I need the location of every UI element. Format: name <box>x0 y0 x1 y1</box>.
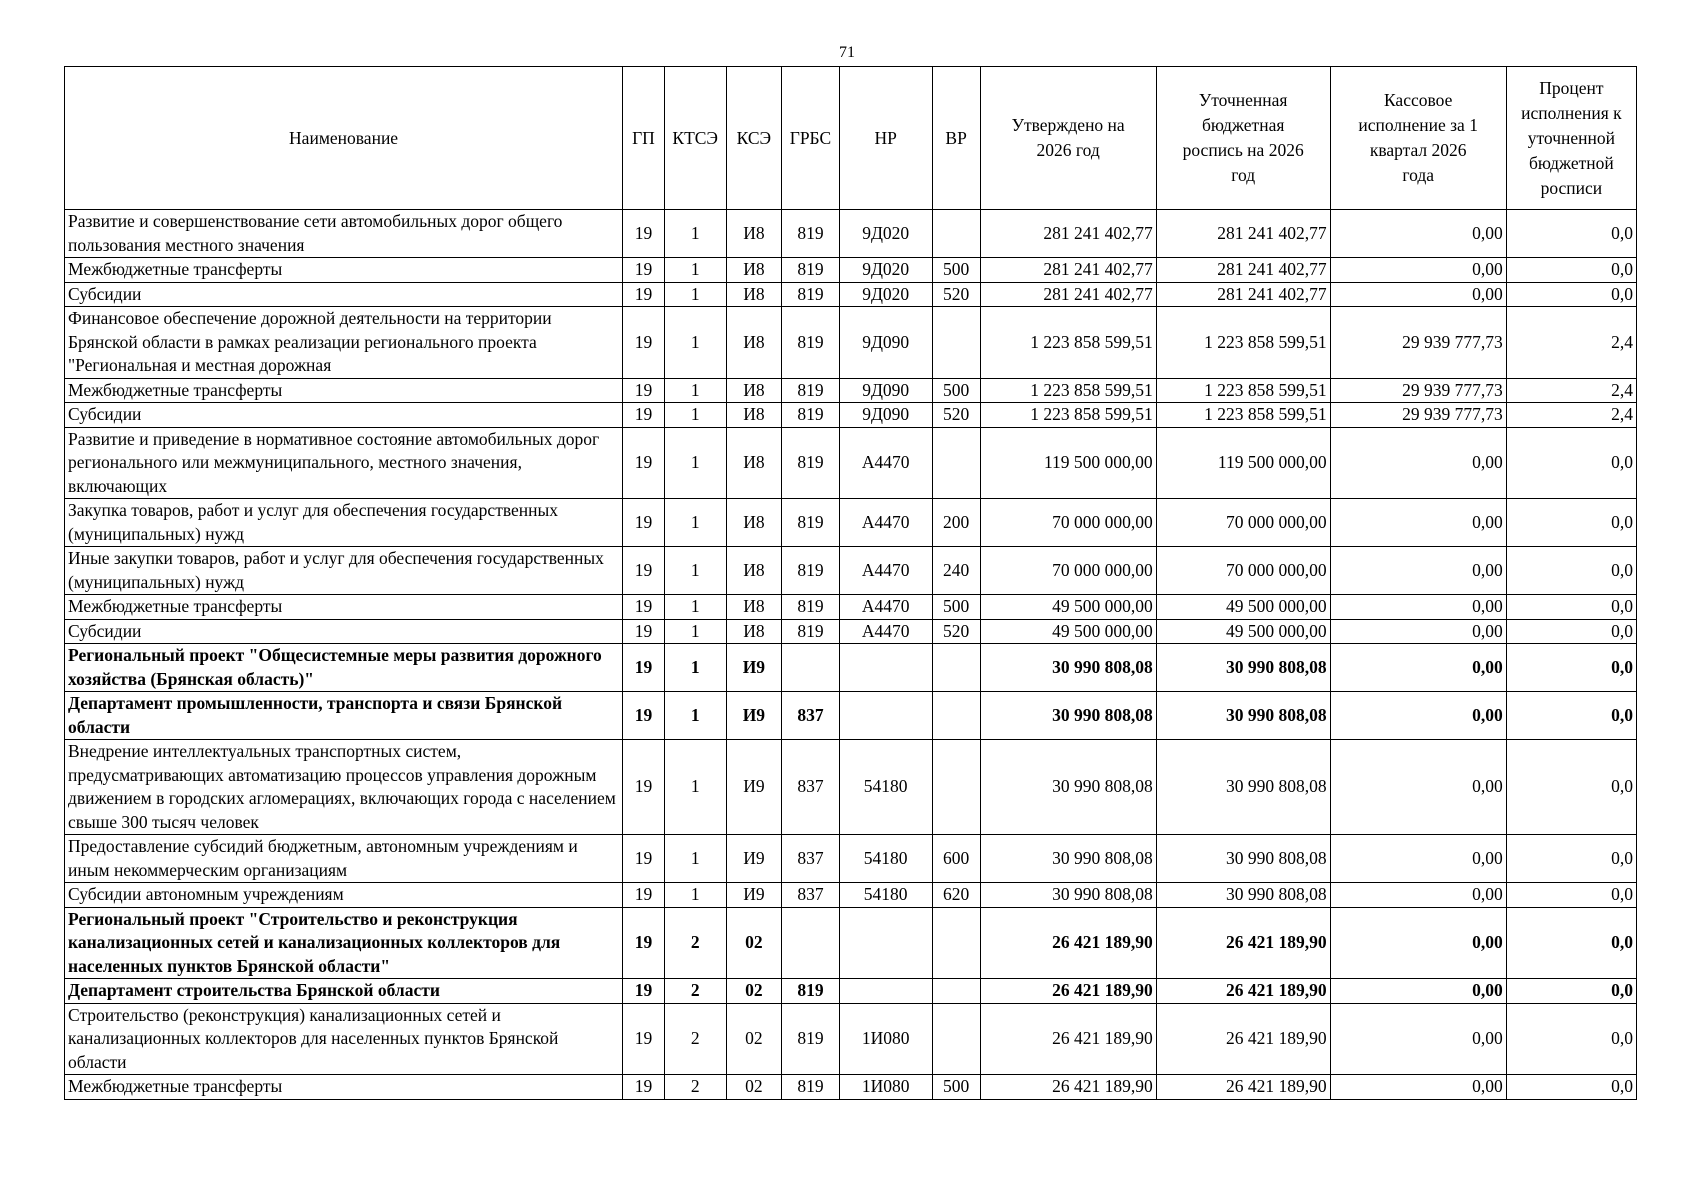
cell-approved: 26 421 189,90 <box>980 1075 1156 1100</box>
cell-nr <box>839 692 932 740</box>
cell-ktse: 1 <box>664 403 726 428</box>
cell-name: Межбюджетные трансферты <box>65 378 623 403</box>
header-grbs: ГРБС <box>782 67 840 210</box>
cell-nr: 54180 <box>839 883 932 908</box>
cell-vr: 500 <box>932 258 980 283</box>
cell-grbs: 837 <box>782 740 840 835</box>
cell-gp: 19 <box>623 210 665 258</box>
cell-approved: 1 223 858 599,51 <box>980 403 1156 428</box>
cell-percent: 0,0 <box>1506 1003 1636 1075</box>
cell-name: Субсидии автономным учреждениям <box>65 883 623 908</box>
cell-cash: 0,00 <box>1330 547 1506 595</box>
table-row <box>65 258 1637 283</box>
cell-refined: 119 500 000,00 <box>1156 427 1330 499</box>
cell-vr: 240 <box>932 547 980 595</box>
cell-approved: 119 500 000,00 <box>980 427 1156 499</box>
cell-vr <box>932 644 980 692</box>
cell-approved: 30 990 808,08 <box>980 883 1156 908</box>
cell-approved: 70 000 000,00 <box>980 547 1156 595</box>
cell-approved: 281 241 402,77 <box>980 210 1156 258</box>
header-ktse: КТСЭ <box>664 67 726 210</box>
page-number: 71 <box>839 44 855 61</box>
table-header-row <box>65 67 1637 210</box>
cell-kse: И8 <box>726 499 781 547</box>
cell-cash: 0,00 <box>1330 258 1506 283</box>
cell-grbs: 819 <box>782 499 840 547</box>
cell-percent: 0,0 <box>1506 595 1636 620</box>
cell-approved: 70 000 000,00 <box>980 499 1156 547</box>
cell-kse: И8 <box>726 282 781 307</box>
cell-cash: 0,00 <box>1330 1075 1506 1100</box>
cell-gp: 19 <box>623 547 665 595</box>
cell-cash: 29 939 777,73 <box>1330 378 1506 403</box>
cell-grbs: 819 <box>782 403 840 428</box>
cell-approved: 1 223 858 599,51 <box>980 378 1156 403</box>
cell-vr: 500 <box>932 595 980 620</box>
cell-vr <box>932 307 980 379</box>
table-row <box>65 210 1637 258</box>
cell-gp: 19 <box>623 307 665 379</box>
cell-ktse: 1 <box>664 619 726 644</box>
cell-refined: 30 990 808,08 <box>1156 692 1330 740</box>
cell-ktse: 1 <box>664 835 726 883</box>
cell-percent: 2,4 <box>1506 307 1636 379</box>
cell-cash: 0,00 <box>1330 907 1506 979</box>
cell-gp: 19 <box>623 378 665 403</box>
table-row <box>65 595 1637 620</box>
cell-kse: И8 <box>726 619 781 644</box>
cell-kse: И9 <box>726 692 781 740</box>
cell-cash: 0,00 <box>1330 282 1506 307</box>
cell-nr: А4470 <box>839 547 932 595</box>
cell-percent: 0,0 <box>1506 644 1636 692</box>
cell-approved: 30 990 808,08 <box>980 692 1156 740</box>
table-row <box>65 835 1637 883</box>
cell-gp: 19 <box>623 1075 665 1100</box>
table-row <box>65 692 1637 740</box>
cell-nr: 1И080 <box>839 1003 932 1075</box>
cell-cash: 0,00 <box>1330 1003 1506 1075</box>
cell-grbs <box>782 644 840 692</box>
cell-approved: 26 421 189,90 <box>980 1003 1156 1075</box>
table-row <box>65 378 1637 403</box>
cell-grbs: 819 <box>782 307 840 379</box>
cell-nr: 54180 <box>839 740 932 835</box>
cell-ktse: 1 <box>664 258 726 283</box>
cell-cash: 0,00 <box>1330 619 1506 644</box>
cell-vr <box>932 692 980 740</box>
cell-nr: 9Д090 <box>839 307 932 379</box>
cell-grbs: 819 <box>782 595 840 620</box>
cell-vr: 620 <box>932 883 980 908</box>
cell-vr <box>932 740 980 835</box>
cell-grbs: 819 <box>782 258 840 283</box>
cell-ktse: 1 <box>664 595 726 620</box>
cell-grbs: 819 <box>782 1075 840 1100</box>
cell-gp: 19 <box>623 740 665 835</box>
table-row <box>65 282 1637 307</box>
cell-percent: 0,0 <box>1506 692 1636 740</box>
header-vr: ВР <box>932 67 980 210</box>
header-refined: Уточненная бюджетная роспись на 2026 год <box>1156 67 1330 210</box>
cell-grbs: 819 <box>782 427 840 499</box>
cell-gp: 19 <box>623 644 665 692</box>
cell-percent: 0,0 <box>1506 210 1636 258</box>
cell-name: Субсидии <box>65 282 623 307</box>
cell-cash: 0,00 <box>1330 740 1506 835</box>
cell-gp: 19 <box>623 282 665 307</box>
cell-nr: А4470 <box>839 427 932 499</box>
cell-refined: 1 223 858 599,51 <box>1156 403 1330 428</box>
cell-cash: 0,00 <box>1330 644 1506 692</box>
cell-approved: 281 241 402,77 <box>980 282 1156 307</box>
cell-ktse: 1 <box>664 692 726 740</box>
cell-ktse: 1 <box>664 427 726 499</box>
cell-percent: 0,0 <box>1506 547 1636 595</box>
cell-kse: И9 <box>726 883 781 908</box>
header-cash: Кассовое исполнение за 1 квартал 2026 года <box>1330 67 1506 210</box>
cell-kse: И8 <box>726 547 781 595</box>
cell-refined: 49 500 000,00 <box>1156 619 1330 644</box>
cell-gp: 19 <box>623 1003 665 1075</box>
cell-gp: 19 <box>623 835 665 883</box>
cell-percent: 0,0 <box>1506 907 1636 979</box>
table-row <box>65 499 1637 547</box>
cell-approved: 30 990 808,08 <box>980 644 1156 692</box>
cell-cash: 0,00 <box>1330 692 1506 740</box>
cell-nr: 1И080 <box>839 1075 932 1100</box>
cell-approved: 1 223 858 599,51 <box>980 307 1156 379</box>
table-row <box>65 427 1637 499</box>
cell-ktse: 2 <box>664 907 726 979</box>
cell-refined: 70 000 000,00 <box>1156 499 1330 547</box>
cell-percent: 0,0 <box>1506 835 1636 883</box>
table-body <box>65 210 1637 1100</box>
table-row <box>65 403 1637 428</box>
cell-name: Межбюджетные трансферты <box>65 258 623 283</box>
cell-kse: И8 <box>726 403 781 428</box>
cell-name: Предоставление субсидий бюджетным, автономным учреждениям и иным некоммерческим организациям <box>65 835 623 883</box>
cell-name: Закупка товаров, работ и услуг для обеспечения государственных (муниципальных) нужд <box>65 499 623 547</box>
cell-gp: 19 <box>623 979 665 1004</box>
cell-name: Субсидии <box>65 619 623 644</box>
cell-vr <box>932 1003 980 1075</box>
cell-cash: 29 939 777,73 <box>1330 403 1506 428</box>
cell-gp: 19 <box>623 595 665 620</box>
cell-grbs: 837 <box>782 692 840 740</box>
cell-name: Департамент строительства Брянской области <box>65 979 623 1004</box>
cell-nr: А4470 <box>839 595 932 620</box>
cell-kse: 02 <box>726 1003 781 1075</box>
cell-percent: 0,0 <box>1506 499 1636 547</box>
cell-gp: 19 <box>623 883 665 908</box>
cell-vr: 500 <box>932 1075 980 1100</box>
cell-approved: 49 500 000,00 <box>980 619 1156 644</box>
cell-refined: 1 223 858 599,51 <box>1156 378 1330 403</box>
cell-grbs: 837 <box>782 835 840 883</box>
cell-grbs <box>782 907 840 979</box>
cell-name: Развитие и совершенствование сети автомобильных дорог общего пользования местного значения <box>65 210 623 258</box>
cell-nr <box>839 907 932 979</box>
cell-refined: 281 241 402,77 <box>1156 258 1330 283</box>
cell-refined: 26 421 189,90 <box>1156 979 1330 1004</box>
cell-kse: И9 <box>726 835 781 883</box>
cell-gp: 19 <box>623 619 665 644</box>
cell-gp: 19 <box>623 427 665 499</box>
budget-table <box>64 66 1637 1100</box>
cell-ktse: 1 <box>664 499 726 547</box>
cell-percent: 0,0 <box>1506 258 1636 283</box>
table-row <box>65 1075 1637 1100</box>
header-percent: Процент исполнения к уточненной бюджетной росписи <box>1506 67 1636 210</box>
header-name: Наименование <box>65 67 623 210</box>
table-row <box>65 1003 1637 1075</box>
cell-nr: 54180 <box>839 835 932 883</box>
cell-gp: 19 <box>623 907 665 979</box>
cell-refined: 30 990 808,08 <box>1156 835 1330 883</box>
cell-refined: 30 990 808,08 <box>1156 740 1330 835</box>
cell-cash: 0,00 <box>1330 979 1506 1004</box>
table-row <box>65 547 1637 595</box>
cell-approved: 281 241 402,77 <box>980 258 1156 283</box>
cell-nr: 9Д090 <box>839 378 932 403</box>
cell-grbs: 819 <box>782 547 840 595</box>
cell-cash: 0,00 <box>1330 499 1506 547</box>
cell-vr: 200 <box>932 499 980 547</box>
cell-vr <box>932 979 980 1004</box>
cell-nr: А4470 <box>839 499 932 547</box>
cell-kse: 02 <box>726 979 781 1004</box>
cell-gp: 19 <box>623 499 665 547</box>
cell-name: Региональный проект "Строительство и реконструкция канализационных сетей и канализационных коллекторов для населенных пунктов Брянской области" <box>65 907 623 979</box>
cell-vr <box>932 210 980 258</box>
cell-ktse: 1 <box>664 547 726 595</box>
cell-ktse: 1 <box>664 210 726 258</box>
cell-name: Межбюджетные трансферты <box>65 1075 623 1100</box>
cell-vr: 520 <box>932 403 980 428</box>
cell-percent: 2,4 <box>1506 403 1636 428</box>
table-row <box>65 740 1637 835</box>
table-row <box>65 979 1637 1004</box>
cell-percent: 2,4 <box>1506 378 1636 403</box>
table-row <box>65 907 1637 979</box>
cell-vr <box>932 907 980 979</box>
table-row <box>65 883 1637 908</box>
cell-nr <box>839 644 932 692</box>
cell-nr: 9Д090 <box>839 403 932 428</box>
cell-grbs: 819 <box>782 619 840 644</box>
cell-approved: 26 421 189,90 <box>980 979 1156 1004</box>
cell-percent: 0,0 <box>1506 1075 1636 1100</box>
cell-approved: 49 500 000,00 <box>980 595 1156 620</box>
cell-ktse: 1 <box>664 282 726 307</box>
cell-vr: 520 <box>932 282 980 307</box>
cell-gp: 19 <box>623 258 665 283</box>
header-kse: КСЭ <box>726 67 781 210</box>
cell-grbs: 819 <box>782 1003 840 1075</box>
cell-cash: 0,00 <box>1330 595 1506 620</box>
cell-grbs: 819 <box>782 282 840 307</box>
cell-percent: 0,0 <box>1506 282 1636 307</box>
cell-grbs: 819 <box>782 378 840 403</box>
cell-name: Департамент промышленности, транспорта и связи Брянской области <box>65 692 623 740</box>
cell-refined: 70 000 000,00 <box>1156 547 1330 595</box>
cell-vr <box>932 427 980 499</box>
cell-name: Развитие и приведение в нормативное состояние автомобильных дорог регионального или межмуниципального, местного значения, включающих <box>65 427 623 499</box>
cell-vr: 520 <box>932 619 980 644</box>
cell-cash: 0,00 <box>1330 210 1506 258</box>
cell-refined: 49 500 000,00 <box>1156 595 1330 620</box>
cell-percent: 0,0 <box>1506 740 1636 835</box>
cell-nr: А4470 <box>839 619 932 644</box>
cell-refined: 26 421 189,90 <box>1156 907 1330 979</box>
cell-kse: И9 <box>726 740 781 835</box>
cell-name: Субсидии <box>65 403 623 428</box>
cell-refined: 26 421 189,90 <box>1156 1075 1330 1100</box>
cell-refined: 30 990 808,08 <box>1156 644 1330 692</box>
cell-percent: 0,0 <box>1506 883 1636 908</box>
cell-nr <box>839 979 932 1004</box>
cell-gp: 19 <box>623 403 665 428</box>
cell-refined: 30 990 808,08 <box>1156 883 1330 908</box>
cell-nr: 9Д020 <box>839 282 932 307</box>
cell-cash: 29 939 777,73 <box>1330 307 1506 379</box>
cell-vr: 600 <box>932 835 980 883</box>
cell-approved: 26 421 189,90 <box>980 907 1156 979</box>
cell-grbs: 819 <box>782 210 840 258</box>
cell-kse: И8 <box>726 427 781 499</box>
cell-kse: 02 <box>726 1075 781 1100</box>
cell-nr: 9Д020 <box>839 210 932 258</box>
cell-ktse: 2 <box>664 1075 726 1100</box>
header-approved: Утверждено на 2026 год <box>980 67 1156 210</box>
cell-ktse: 2 <box>664 1003 726 1075</box>
cell-ktse: 1 <box>664 307 726 379</box>
cell-refined: 26 421 189,90 <box>1156 1003 1330 1075</box>
cell-cash: 0,00 <box>1330 883 1506 908</box>
cell-kse: И8 <box>726 307 781 379</box>
cell-cash: 0,00 <box>1330 427 1506 499</box>
cell-ktse: 1 <box>664 644 726 692</box>
cell-ktse: 1 <box>664 378 726 403</box>
cell-percent: 0,0 <box>1506 427 1636 499</box>
cell-refined: 281 241 402,77 <box>1156 210 1330 258</box>
header-nr: НР <box>839 67 932 210</box>
cell-ktse: 1 <box>664 740 726 835</box>
table-row <box>65 644 1637 692</box>
header-gp: ГП <box>623 67 665 210</box>
cell-approved: 30 990 808,08 <box>980 835 1156 883</box>
cell-ktse: 1 <box>664 883 726 908</box>
cell-ktse: 2 <box>664 979 726 1004</box>
cell-name: Иные закупки товаров, работ и услуг для обеспечения государственных (муниципальных) нужд <box>65 547 623 595</box>
cell-vr: 500 <box>932 378 980 403</box>
cell-refined: 281 241 402,77 <box>1156 282 1330 307</box>
cell-kse: 02 <box>726 907 781 979</box>
cell-cash: 0,00 <box>1330 835 1506 883</box>
table-row <box>65 619 1637 644</box>
cell-kse: И8 <box>726 258 781 283</box>
cell-approved: 30 990 808,08 <box>980 740 1156 835</box>
cell-gp: 19 <box>623 692 665 740</box>
cell-kse: И8 <box>726 378 781 403</box>
cell-nr: 9Д020 <box>839 258 932 283</box>
cell-name: Внедрение интеллектуальных транспортных систем, предусматривающих автоматизацию процессов управления дорожным движением в городских агломерациях, включающих города с населением свыше 300 тысяч человек <box>65 740 623 835</box>
cell-name: Строительство (реконструкция) канализационных сетей и канализационных коллекторов для населенных пунктов Брянской области <box>65 1003 623 1075</box>
cell-percent: 0,0 <box>1506 619 1636 644</box>
cell-name: Межбюджетные трансферты <box>65 595 623 620</box>
cell-grbs: 837 <box>782 883 840 908</box>
cell-name: Региональный проект "Общесистемные меры развития дорожного хозяйства (Брянская область)" <box>65 644 623 692</box>
table-row <box>65 307 1637 379</box>
cell-refined: 1 223 858 599,51 <box>1156 307 1330 379</box>
cell-kse: И9 <box>726 644 781 692</box>
cell-percent: 0,0 <box>1506 979 1636 1004</box>
cell-grbs: 819 <box>782 979 840 1004</box>
cell-kse: И8 <box>726 595 781 620</box>
cell-kse: И8 <box>726 210 781 258</box>
cell-name: Финансовое обеспечение дорожной деятельности на территории Брянской области в рамках реализации регионального проекта "Региональная и местная дорожная <box>65 307 623 379</box>
